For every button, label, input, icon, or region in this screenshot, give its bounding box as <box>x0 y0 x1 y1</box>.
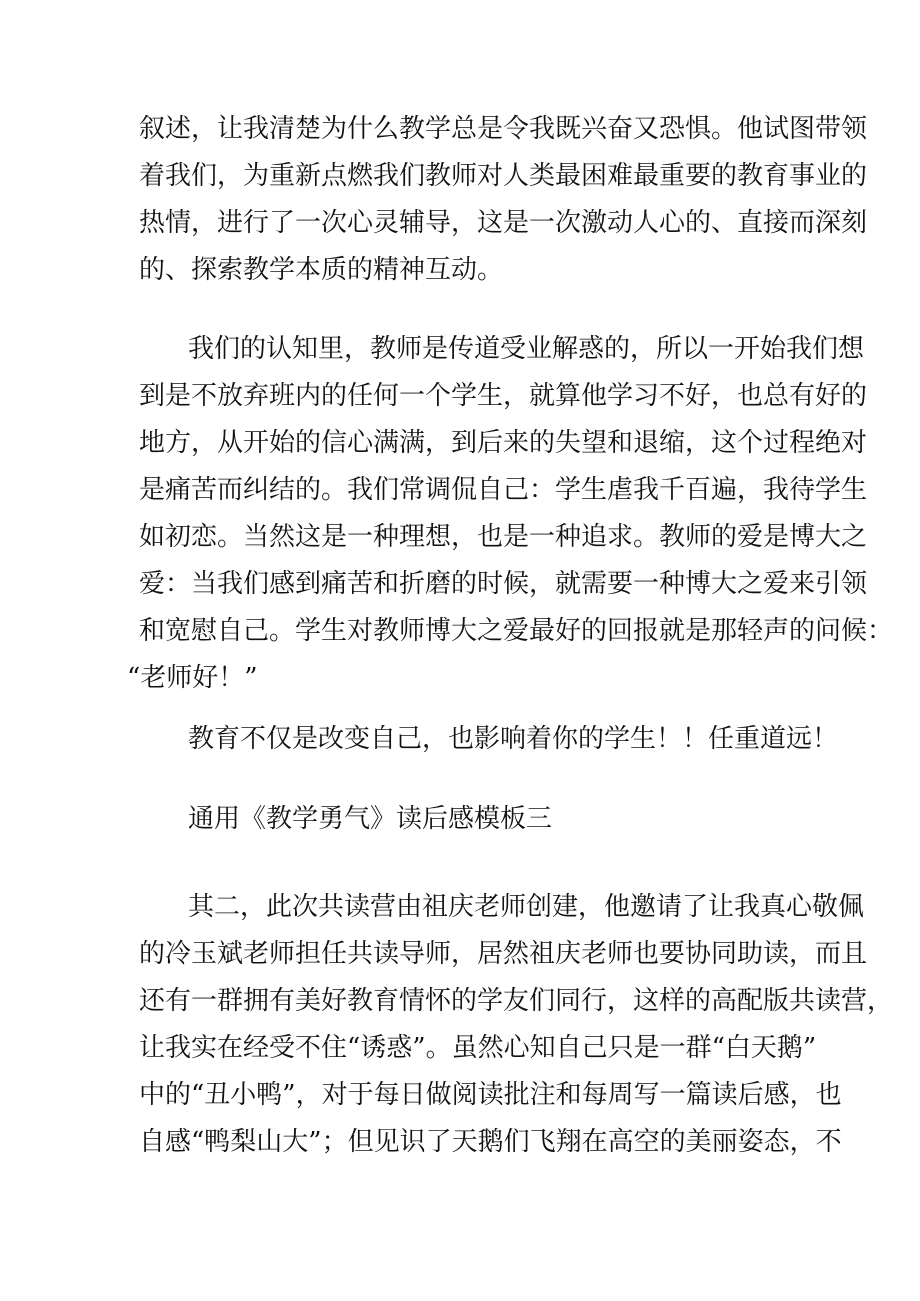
text-line: 我们的认知里，教师是传道受业解惑的，所以一开始我们想 <box>188 334 865 364</box>
text-line: 着我们，为重新点燃我们教师对人类最困难最重要的教育事业的 <box>139 161 868 191</box>
text-line: 叙述，让我清楚为什么教学总是令我既兴奋又恐惧。他试图带领 <box>139 114 868 144</box>
text-line: “老师好！” <box>127 663 258 693</box>
text-line: 让我实在经受不住“诱惑”。虽然心知自己只是一群“白天鹅” <box>139 1033 817 1063</box>
text-line: 自感“鸭梨山大”；但见识了天鹅们飞翔在高空的美丽姿态，不 <box>139 1127 842 1157</box>
text-line: 地方，从开始的信心满满，到后来的失望和退缩，这个过程绝对 <box>139 428 868 458</box>
text-line: 的、探索教学本质的精神互动。 <box>139 255 504 285</box>
text-line: 还有一群拥有美好教育情怀的学友们同行，这样的高配版共读营， <box>139 986 894 1016</box>
text-line: 是痛苦而纠结的。我们常调侃自己：学生虐我千百遍，我待学生 <box>139 475 868 505</box>
text-line: 的冷玉斌老师担任共读导师，居然祖庆老师也要协同助读，而且 <box>139 939 868 969</box>
section-title: 通用《教学勇气》读后感模板三 <box>188 804 553 834</box>
text-line: 如初恋。当然这是一种理想，也是一种追求。教师的爱是博大之 <box>139 522 868 552</box>
text-line: 爱：当我们感到痛苦和折磨的时候，就需要一种博大之爱来引领 <box>139 569 868 599</box>
text-line: 热情，进行了一次心灵辅导，这是一次激动人心的、直接而深刻 <box>139 208 868 238</box>
text-line: 到是不放弃班内的任何一个学生，就算他学习不好，也总有好的 <box>139 381 868 411</box>
text-line: 其二，此次共读营由祖庆老师创建，他邀请了让我真心敬佩 <box>188 892 865 922</box>
text-line: 中的“丑小鸭”，对于每日做阅读批注和每周写一篇读后感，也 <box>139 1080 842 1110</box>
text-line: 和宽慰自己。学生对教师博大之爱最好的回报就是那轻声的问候： <box>139 616 894 646</box>
paragraph-3: 教育不仅是改变自己，也影响着你的学生！！任重道远！ <box>188 724 839 754</box>
